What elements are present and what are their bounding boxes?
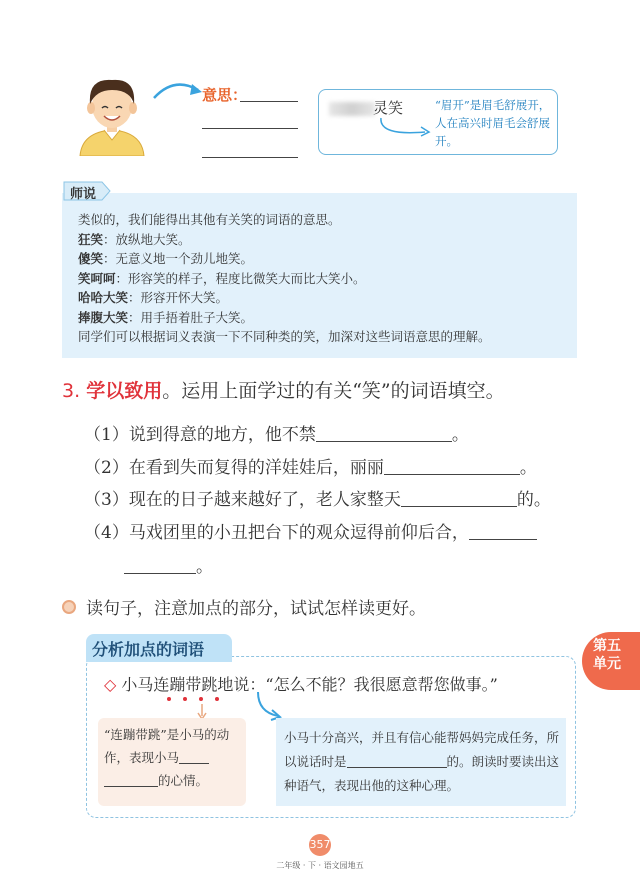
exercise-number: 3.	[62, 380, 81, 402]
meaning-label: 意思：	[202, 86, 248, 104]
bullet-icon	[62, 600, 76, 614]
fill-blank[interactable]	[469, 522, 537, 540]
reading-instruction: 读句子，注意加点的部分，试试怎样读更好。	[86, 599, 426, 619]
term-word: 狂笑	[78, 231, 104, 247]
footer-text: 二年级 · 下 · 语文园地五	[276, 861, 364, 870]
example-sentence	[104, 672, 498, 695]
question-2: （2）在看到失而复得的洋娃娃后，丽丽 。	[84, 458, 537, 478]
fill-blank[interactable]	[124, 556, 196, 574]
question-1: （1）说到得意的地方，他不禁 。	[84, 425, 469, 445]
right-note-text: 小马十分高兴，并且有信心能帮妈妈完成任务，所以说话时是 的。朗读时要读出这种语气，表现出他的这种心理。	[284, 730, 560, 793]
term-definition: ：形容开怀大笑。	[128, 290, 229, 305]
curve-arrow-icon	[375, 116, 435, 140]
question-3: （3）现在的日子越来越好了，老人家整天 的。	[84, 490, 551, 510]
explanation-box	[318, 89, 558, 155]
note-word: 灵笑	[373, 99, 404, 117]
term-row	[78, 288, 491, 308]
answer-line	[202, 157, 298, 158]
page-number: 357	[309, 838, 331, 851]
question-4-continued: 。	[124, 552, 213, 577]
left-note-text: “连蹦带跳”是小马的动作，表现小马 的心情。	[104, 727, 230, 788]
fill-blank[interactable]	[347, 753, 447, 768]
curve-arrow-icon	[150, 78, 206, 104]
term-word: 哈哈大笑	[78, 290, 129, 305]
teacher-outro: 同学们可以根据词义表演一下不同种类的笑，加深对这些词语意思的理解。	[78, 329, 491, 344]
teacher-says-content	[78, 210, 491, 347]
emphasis-dot	[215, 697, 219, 701]
fill-blank[interactable]	[316, 424, 452, 442]
question-4: （4）马戏团里的小丑把台下的观众逗得前仰后合，	[84, 518, 537, 543]
term-row	[78, 269, 491, 289]
answer-line	[240, 101, 298, 102]
diamond-icon: ◇	[104, 675, 117, 694]
answer-line	[202, 128, 298, 129]
emphasis-dot	[183, 697, 187, 701]
term-row	[78, 230, 491, 250]
explanation-text: “眉开”是眉毛舒展开，人在高兴时眉毛会舒展开。	[435, 98, 551, 148]
term-definition: ：无意义地一个劲儿地笑。	[103, 251, 254, 266]
fill-blank[interactable]	[179, 749, 209, 764]
fill-blank[interactable]	[384, 457, 520, 475]
term-row	[78, 249, 491, 269]
analysis-tab-label: 分析加点的词语	[92, 640, 205, 659]
blurred-word	[329, 102, 375, 116]
sentence-text: 小马连蹦带跳地说：“怎么不能？我很愿意帮您做事。”	[121, 675, 498, 694]
teacher-says-label: 师说	[70, 187, 97, 202]
exercise-instruction: 。运用上面学过的有关“笑”的词语填空。	[162, 380, 505, 402]
boy-illustration	[72, 70, 152, 156]
term-word: 傻笑	[78, 251, 104, 266]
term-definition: ：用手捂着肚子大笑。	[128, 309, 254, 325]
fill-blank[interactable]	[104, 772, 158, 787]
exercise-heading: 学以致用	[86, 380, 163, 402]
emphasis-dot	[167, 697, 171, 701]
term-definition: ：放纵地大笑。	[103, 231, 191, 247]
term-definition: ：形容笑的样子，程度比微笑大而比大笑小。	[115, 270, 366, 286]
teacher-intro: 类似的，我们能得出其他有关笑的词语的意思。	[78, 212, 341, 227]
term-row	[78, 308, 491, 328]
term-word: 笑呵呵	[78, 270, 116, 286]
fill-blank[interactable]	[401, 489, 517, 507]
unit-tab-label: 第五单元	[593, 638, 621, 672]
exercise-title	[62, 378, 505, 404]
term-word: 捧腹大笑	[78, 309, 129, 325]
emphasis-dot	[199, 697, 203, 701]
